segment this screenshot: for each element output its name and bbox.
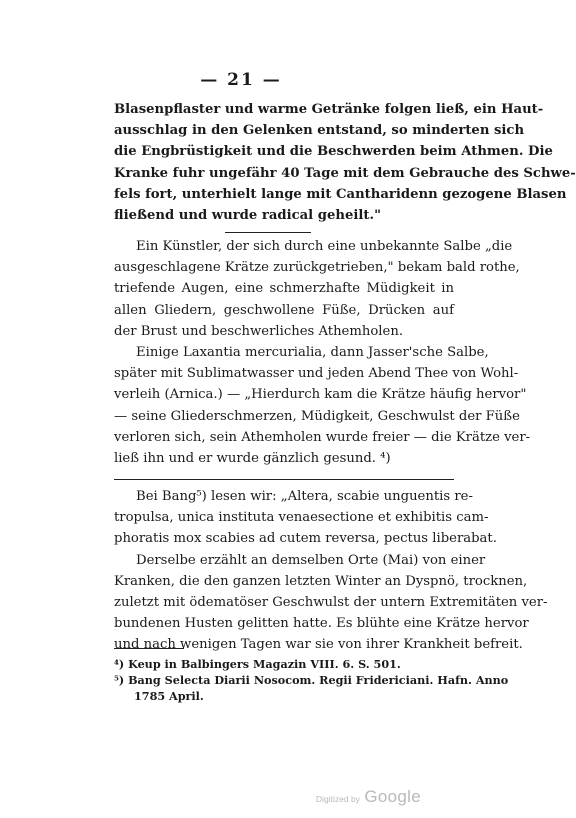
text-line: triefende Augen, eine schmerzhafte Müdigkeit in (114, 281, 454, 297)
text-line: Ein Künstler, der sich durch eine unbekannte Salbe „die (136, 239, 513, 254)
text-line: verloren sich, sein Athemholen wurde freier — die Krätze ver- (114, 429, 531, 445)
text-line: Derselbe erzählt an demselben Orte (Mai) von einer (136, 552, 486, 568)
text-line: Einige Laxantia mercurialia, dann Jasser'sche Salbe, (136, 344, 489, 360)
text-line: tropulsa, unica instituta venaesectione et exhibitis cam- (114, 510, 489, 526)
footnote-5: ⁵) Bang Selecta Diarii Nosocom. Regii Fridericiani. Hafn. Anno (114, 673, 509, 687)
text-line: fels fort, unterhielt lange mit Cantharidenn gezogene Blasen (114, 186, 567, 202)
footnote-4: ⁴) Keup in Balbingers Magazin VIII. 6. S. 501. (114, 657, 401, 671)
footnote-5-continued: 1785 April. (134, 689, 204, 703)
text-line: später mit Sublimatwasser und jeden Abend Thee von Wohl- (114, 366, 519, 382)
paragraph-1 (114, 99, 576, 226)
paragraph-2 (114, 236, 531, 469)
page-number: — 21 — (200, 70, 282, 90)
text-line: Kranken, die den ganzen letzten Winter an Dyspnö, trocknen, (114, 573, 528, 589)
google-watermark (316, 787, 421, 807)
section-divider (225, 232, 311, 233)
paragraph-3 (114, 486, 548, 656)
text-line: die Engbrüstigkeit und die Beschwerden beim Athmen. Die (114, 144, 553, 160)
text-line: Bei Bang⁵) lesen wir: „Altera, scabie unguentis re- (136, 489, 473, 504)
text-line: Kranke fuhr ungefähr 40 Tage mit dem Gebrauche des Schwe- (114, 165, 576, 181)
watermark-prefix: Digitized by (316, 794, 360, 804)
section-divider (114, 479, 454, 480)
text-line: — seine Gliederschmerzen, Müdigkeit, Geschwulst der Füße (114, 408, 520, 424)
text-line: der Brust und beschwerliches Athemholen. (114, 323, 404, 339)
text-line: ausgeschlagene Krätze zurückgetrieben," bekam bald rothe, (114, 260, 520, 276)
text-line: allen Gliedern, geschwollene Füße, Drücken auf (114, 302, 454, 318)
footnote-divider (114, 648, 184, 649)
text-line: phoratis mox scabies ad cutem reversa, pectus liberabat. (114, 531, 497, 547)
text-line: ließ ihn und er wurde gänzlich gesund. ⁴) (114, 450, 391, 466)
google-logo: Google (364, 787, 422, 806)
footnotes (114, 656, 509, 704)
text-line: bundenen Husten gelitten hatte. Es blühte eine Krätze hervor (114, 616, 529, 632)
text-line: fließend und wurde radical geheilt." (114, 207, 381, 223)
text-line: ausschlag in den Gelenken entstand, so minderten sich (114, 123, 525, 139)
text-line: verleih (Arnica.) — „Hierdurch kam die Krätze häufig hervor" (114, 387, 527, 403)
text-line: Blasenpflaster und warme Getränke folgen ließ, ein Haut- (114, 102, 544, 117)
text-line: und nach wenigen Tagen war sie von ihrer Krankheit befreit. (114, 637, 523, 653)
text-line: zuletzt mit ödematöser Geschwulst der untern Extremitäten ver- (114, 594, 548, 610)
